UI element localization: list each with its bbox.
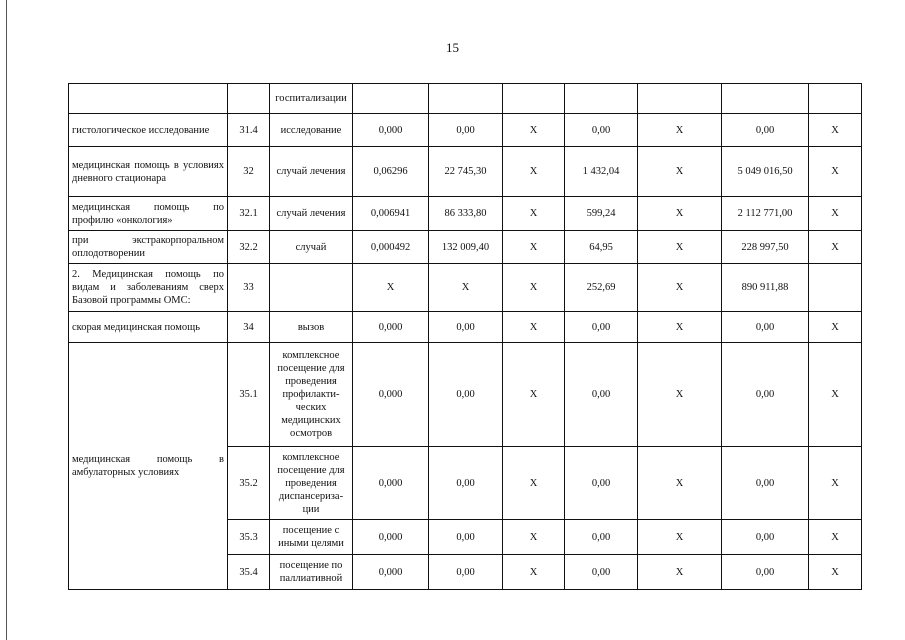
row-value-x-col-c: X <box>809 312 862 343</box>
row-unit-cell: посещение с иными целями <box>270 520 353 555</box>
row-value-volume <box>353 84 429 114</box>
row-value-cost: 0,00 <box>429 343 503 447</box>
table-row <box>69 84 862 114</box>
row-value-total: 0,00 <box>722 343 809 447</box>
row-unit-cell: посещение по паллиативной <box>270 555 353 590</box>
row-label-cell: гистологическое исследование <box>69 114 228 147</box>
row-label-cell: 2. Медицинская помощь по видам и заболеваниям сверх Базовой программы ОМС: <box>69 264 228 312</box>
row-value-total: 228 997,50 <box>722 231 809 264</box>
row-value-x-col-a: X <box>503 231 565 264</box>
table-row <box>69 147 862 197</box>
row-value-x-col-a: X <box>503 555 565 590</box>
row-label-cell: при экстракорпоральном оплодотворении <box>69 231 228 264</box>
row-value-x-col-c: X <box>809 197 862 231</box>
row-value-x-col-a: X <box>503 343 565 447</box>
row-value-amount: 0,00 <box>565 555 638 590</box>
row-code-cell: 34 <box>228 312 270 343</box>
row-value-x-col-c <box>809 264 862 312</box>
row-code-cell: 35.3 <box>228 520 270 555</box>
row-unit-cell: случай лечения <box>270 197 353 231</box>
row-value-x-col-c <box>809 84 862 114</box>
row-code-cell: 32.2 <box>228 231 270 264</box>
table-row <box>69 264 862 312</box>
row-value-x-col-b: X <box>638 197 722 231</box>
row-value-x-col-b: X <box>638 520 722 555</box>
row-value-x-col-a: X <box>503 447 565 520</box>
row-value-total <box>722 84 809 114</box>
row-value-x-col-a: X <box>503 520 565 555</box>
row-code-cell: 31.4 <box>228 114 270 147</box>
row-code-cell: 32.1 <box>228 197 270 231</box>
row-value-amount: 0,00 <box>565 520 638 555</box>
row-value-x-col-b: X <box>638 147 722 197</box>
row-code-cell: 32 <box>228 147 270 197</box>
row-unit-cell: вызов <box>270 312 353 343</box>
row-value-amount <box>565 84 638 114</box>
row-unit-cell: госпитализации <box>270 84 353 114</box>
row-value-amount: 0,00 <box>565 312 638 343</box>
row-value-cost: 132 009,40 <box>429 231 503 264</box>
row-code-cell: 35.1 <box>228 343 270 447</box>
row-value-x-col-b: X <box>638 312 722 343</box>
row-value-x-col-c: X <box>809 447 862 520</box>
row-value-x-col-b: X <box>638 343 722 447</box>
row-value-x-col-b: X <box>638 447 722 520</box>
row-value-volume: 0,000 <box>353 447 429 520</box>
page-number: 15 <box>446 40 459 55</box>
row-value-cost: 0,00 <box>429 555 503 590</box>
row-value-amount: 599,24 <box>565 197 638 231</box>
page-left-edge <box>6 0 7 640</box>
row-value-volume: X <box>353 264 429 312</box>
row-code-cell: 35.2 <box>228 447 270 520</box>
table-row <box>69 231 862 264</box>
row-value-x-col-a: X <box>503 197 565 231</box>
row-value-x-col-b: X <box>638 231 722 264</box>
row-value-cost: 86 333,80 <box>429 197 503 231</box>
row-value-volume: 0,000 <box>353 114 429 147</box>
table-row <box>69 343 862 447</box>
row-value-total: 2 112 771,00 <box>722 197 809 231</box>
row-value-amount: 0,00 <box>565 343 638 447</box>
row-unit-cell: комплексное посещение для проведения диспансериза-ции <box>270 447 353 520</box>
row-label-cell: медицинская помощь по профилю «онкология» <box>69 197 228 231</box>
row-value-cost: 0,00 <box>429 520 503 555</box>
row-unit-cell: комплексное посещение для проведения профилакти-ческих медицинских осмотров <box>270 343 353 447</box>
table-row <box>69 312 862 343</box>
row-value-x-col-c: X <box>809 147 862 197</box>
row-value-amount: 1 432,04 <box>565 147 638 197</box>
row-value-total: 0,00 <box>722 114 809 147</box>
row-value-x-col-c: X <box>809 114 862 147</box>
row-value-amount: 252,69 <box>565 264 638 312</box>
row-unit-cell: случай <box>270 231 353 264</box>
row-value-x-col-a: X <box>503 147 565 197</box>
row-value-total: 890 911,88 <box>722 264 809 312</box>
row-value-x-col-a: X <box>503 264 565 312</box>
row-value-total: 0,00 <box>722 312 809 343</box>
row-value-volume: 0,000 <box>353 343 429 447</box>
row-value-x-col-a: X <box>503 114 565 147</box>
row-code-cell: 33 <box>228 264 270 312</box>
row-value-cost: X <box>429 264 503 312</box>
row-value-volume: 0,06296 <box>353 147 429 197</box>
row-code-cell <box>228 84 270 114</box>
row-value-x-col-c: X <box>809 520 862 555</box>
row-value-cost: 0,00 <box>429 447 503 520</box>
table-row <box>69 197 862 231</box>
row-value-x-col-c: X <box>809 343 862 447</box>
row-label-cell: медицинская помощь в условиях дневного стационара <box>69 147 228 197</box>
row-value-x-col-b: X <box>638 264 722 312</box>
row-code-cell: 35.4 <box>228 555 270 590</box>
row-value-cost <box>429 84 503 114</box>
row-value-volume: 0,000492 <box>353 231 429 264</box>
row-value-volume: 0,006941 <box>353 197 429 231</box>
row-value-total: 0,00 <box>722 447 809 520</box>
row-value-total: 0,00 <box>722 555 809 590</box>
row-value-amount: 64,95 <box>565 231 638 264</box>
row-value-cost: 22 745,30 <box>429 147 503 197</box>
row-value-amount: 0,00 <box>565 447 638 520</box>
row-value-x-col-b: X <box>638 114 722 147</box>
row-value-x-col-b <box>638 84 722 114</box>
table-row <box>69 114 862 147</box>
row-value-x-col-a <box>503 84 565 114</box>
row-value-total: 5 049 016,50 <box>722 147 809 197</box>
row-value-cost: 0,00 <box>429 312 503 343</box>
row-label-cell: скорая медицинская помощь <box>69 312 228 343</box>
row-value-x-col-a: X <box>503 312 565 343</box>
row-label-cell <box>69 84 228 114</box>
row-value-total: 0,00 <box>722 520 809 555</box>
row-unit-cell: исследование <box>270 114 353 147</box>
ambulatory-label-cell: медицинская помощь в амбулаторных условиях <box>69 343 228 590</box>
row-value-volume: 0,000 <box>353 312 429 343</box>
row-value-x-col-c: X <box>809 231 862 264</box>
row-unit-cell: случай лечения <box>270 147 353 197</box>
row-value-volume: 0,000 <box>353 520 429 555</box>
row-value-cost: 0,00 <box>429 114 503 147</box>
row-value-amount: 0,00 <box>565 114 638 147</box>
medical-care-table <box>68 83 862 590</box>
row-value-x-col-c: X <box>809 555 862 590</box>
row-value-volume: 0,000 <box>353 555 429 590</box>
row-value-x-col-b: X <box>638 555 722 590</box>
row-unit-cell <box>270 264 353 312</box>
